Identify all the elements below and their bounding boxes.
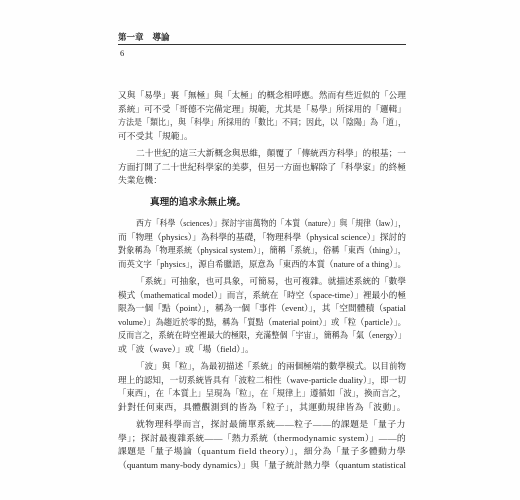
body-text bbox=[118, 89, 406, 472]
line-text: 課題是「量子場論（quantum field theory）」，細分為「量子多體動力學 bbox=[118, 446, 406, 456]
line-text: 「波」與「粒」，為最初描述「系統」的兩個極端的數學模式。以目前物 bbox=[136, 361, 406, 371]
line-text: 或「波（wave）」或「場（field）」。 bbox=[118, 343, 254, 354]
text-line bbox=[118, 387, 406, 401]
line-text: 就物理科學而言，探討最簡單系統——粒子——的課題是「量子力 bbox=[136, 419, 406, 429]
body-paragraph bbox=[118, 360, 406, 414]
text-line bbox=[118, 161, 406, 175]
text-line bbox=[118, 244, 406, 258]
line-text: 系統」可不受「哥德不完備定理」規範，尤其是「易學」所採用的「邏輯」 bbox=[118, 103, 406, 114]
text-line bbox=[118, 343, 406, 357]
chapter-title: 導論 bbox=[152, 32, 170, 42]
text-line bbox=[118, 459, 406, 473]
body-paragraph bbox=[118, 147, 406, 188]
line-text: 反而言之，系統在時空裡最大的極限，充滿整個「宇宙」，簡稱為「氣（energy）」 bbox=[118, 330, 406, 340]
text-line bbox=[136, 275, 406, 289]
line-text: 模式（mathematical model）」而言，系統在「時空（space-time）」裡最小的極 bbox=[118, 289, 406, 300]
line-text: 二十世紀的這三大新概念與思維，顛覆了「傳統西方科學」的根基；一 bbox=[136, 148, 406, 158]
line-text: 西方「科學（sciences）」探討宇宙萬物的「本質（nature）」與「規律（law）」， bbox=[136, 218, 406, 228]
line-text: 「東西」，在「本質上」呈現為「粒」，在「規律上」遵循如「波」，換而言之， bbox=[118, 388, 406, 398]
text-line bbox=[118, 258, 406, 272]
text-line bbox=[118, 302, 406, 316]
line-text: 而英文字「physics」，源自希臘語，原意為「東西的本質（nature of a thing）」。 bbox=[118, 258, 406, 269]
line-text: 又與「易學」裏「無極」與「太極」的概念相呼應。然而有些近似的「公理 bbox=[118, 90, 406, 100]
line-text: 方面打開了二十世紀科學家的美夢，但另一方面也解除了「科學家」的終極 bbox=[118, 161, 406, 172]
body-paragraph bbox=[118, 275, 406, 356]
text-line bbox=[118, 432, 406, 446]
pull-quote-text: 真理的追求永無止境。 bbox=[150, 196, 246, 208]
text-line bbox=[118, 374, 406, 388]
line-text: 方法是「類比」，與「科學」所採用的「數比」不同；因此，以「陰陽」為「道」， bbox=[118, 117, 406, 127]
line-text: 限為一個「點（point）」，稱為一個「事件（event）」，其「空間體積（spatial bbox=[118, 303, 406, 313]
pull-quote bbox=[118, 196, 406, 210]
line-text: 「系統」可抽象，也可具象，可簡易，也可複雜。就描述系統的「數學 bbox=[136, 276, 406, 286]
text-line bbox=[136, 360, 406, 374]
line-text: 失業危機： bbox=[118, 175, 162, 185]
line-text: 而「物理（physics）」為科學的基礎，「物理科學（physical science）」探討的 bbox=[118, 231, 406, 242]
line-text: volume）」為趨近於零的點，稱為「質點（material point）」或「粒（particle）」。 bbox=[118, 316, 406, 327]
line-text: 針對任何東西，具體觀測到的皆為「粒子」，其運動規律皆為「波動」。 bbox=[118, 401, 406, 412]
text-line bbox=[136, 147, 406, 161]
line-text: （quantum many-body dynamics）」與「量子統計熱力學（quantum statistical bbox=[118, 459, 406, 470]
text-line bbox=[118, 289, 406, 303]
text-line bbox=[118, 103, 406, 117]
line-text: 對象稱為「物理系統（physical system）」，簡稱「系統」，俗稱「東西（thing）」， bbox=[118, 245, 406, 255]
line-text: 理上的認知，一切系統皆具有「波粒二相性（wave-particle duality）」，即一切 bbox=[118, 374, 406, 385]
text-line bbox=[118, 329, 406, 343]
text-line bbox=[136, 418, 406, 432]
text-line bbox=[118, 116, 406, 130]
running-header bbox=[118, 31, 406, 43]
text-line bbox=[118, 130, 406, 144]
chapter-label: 第一章 bbox=[118, 32, 144, 42]
header-rule bbox=[118, 44, 406, 45]
text-line bbox=[136, 217, 406, 231]
page-number: 6 bbox=[120, 48, 125, 58]
body-paragraph bbox=[118, 418, 406, 472]
text-line bbox=[118, 89, 406, 103]
text-line bbox=[118, 231, 406, 245]
body-paragraph bbox=[118, 89, 406, 143]
text-line bbox=[118, 401, 406, 415]
text-line bbox=[150, 196, 406, 210]
line-text: 學」；探討最複雜系統——「熱力系統（thermodynamic system）」——的 bbox=[118, 432, 406, 443]
line-text: 可不受其「規範」。 bbox=[118, 130, 193, 141]
body-paragraph bbox=[118, 217, 406, 271]
text-line bbox=[118, 316, 406, 330]
text-line bbox=[118, 445, 406, 459]
text-line bbox=[118, 174, 406, 188]
